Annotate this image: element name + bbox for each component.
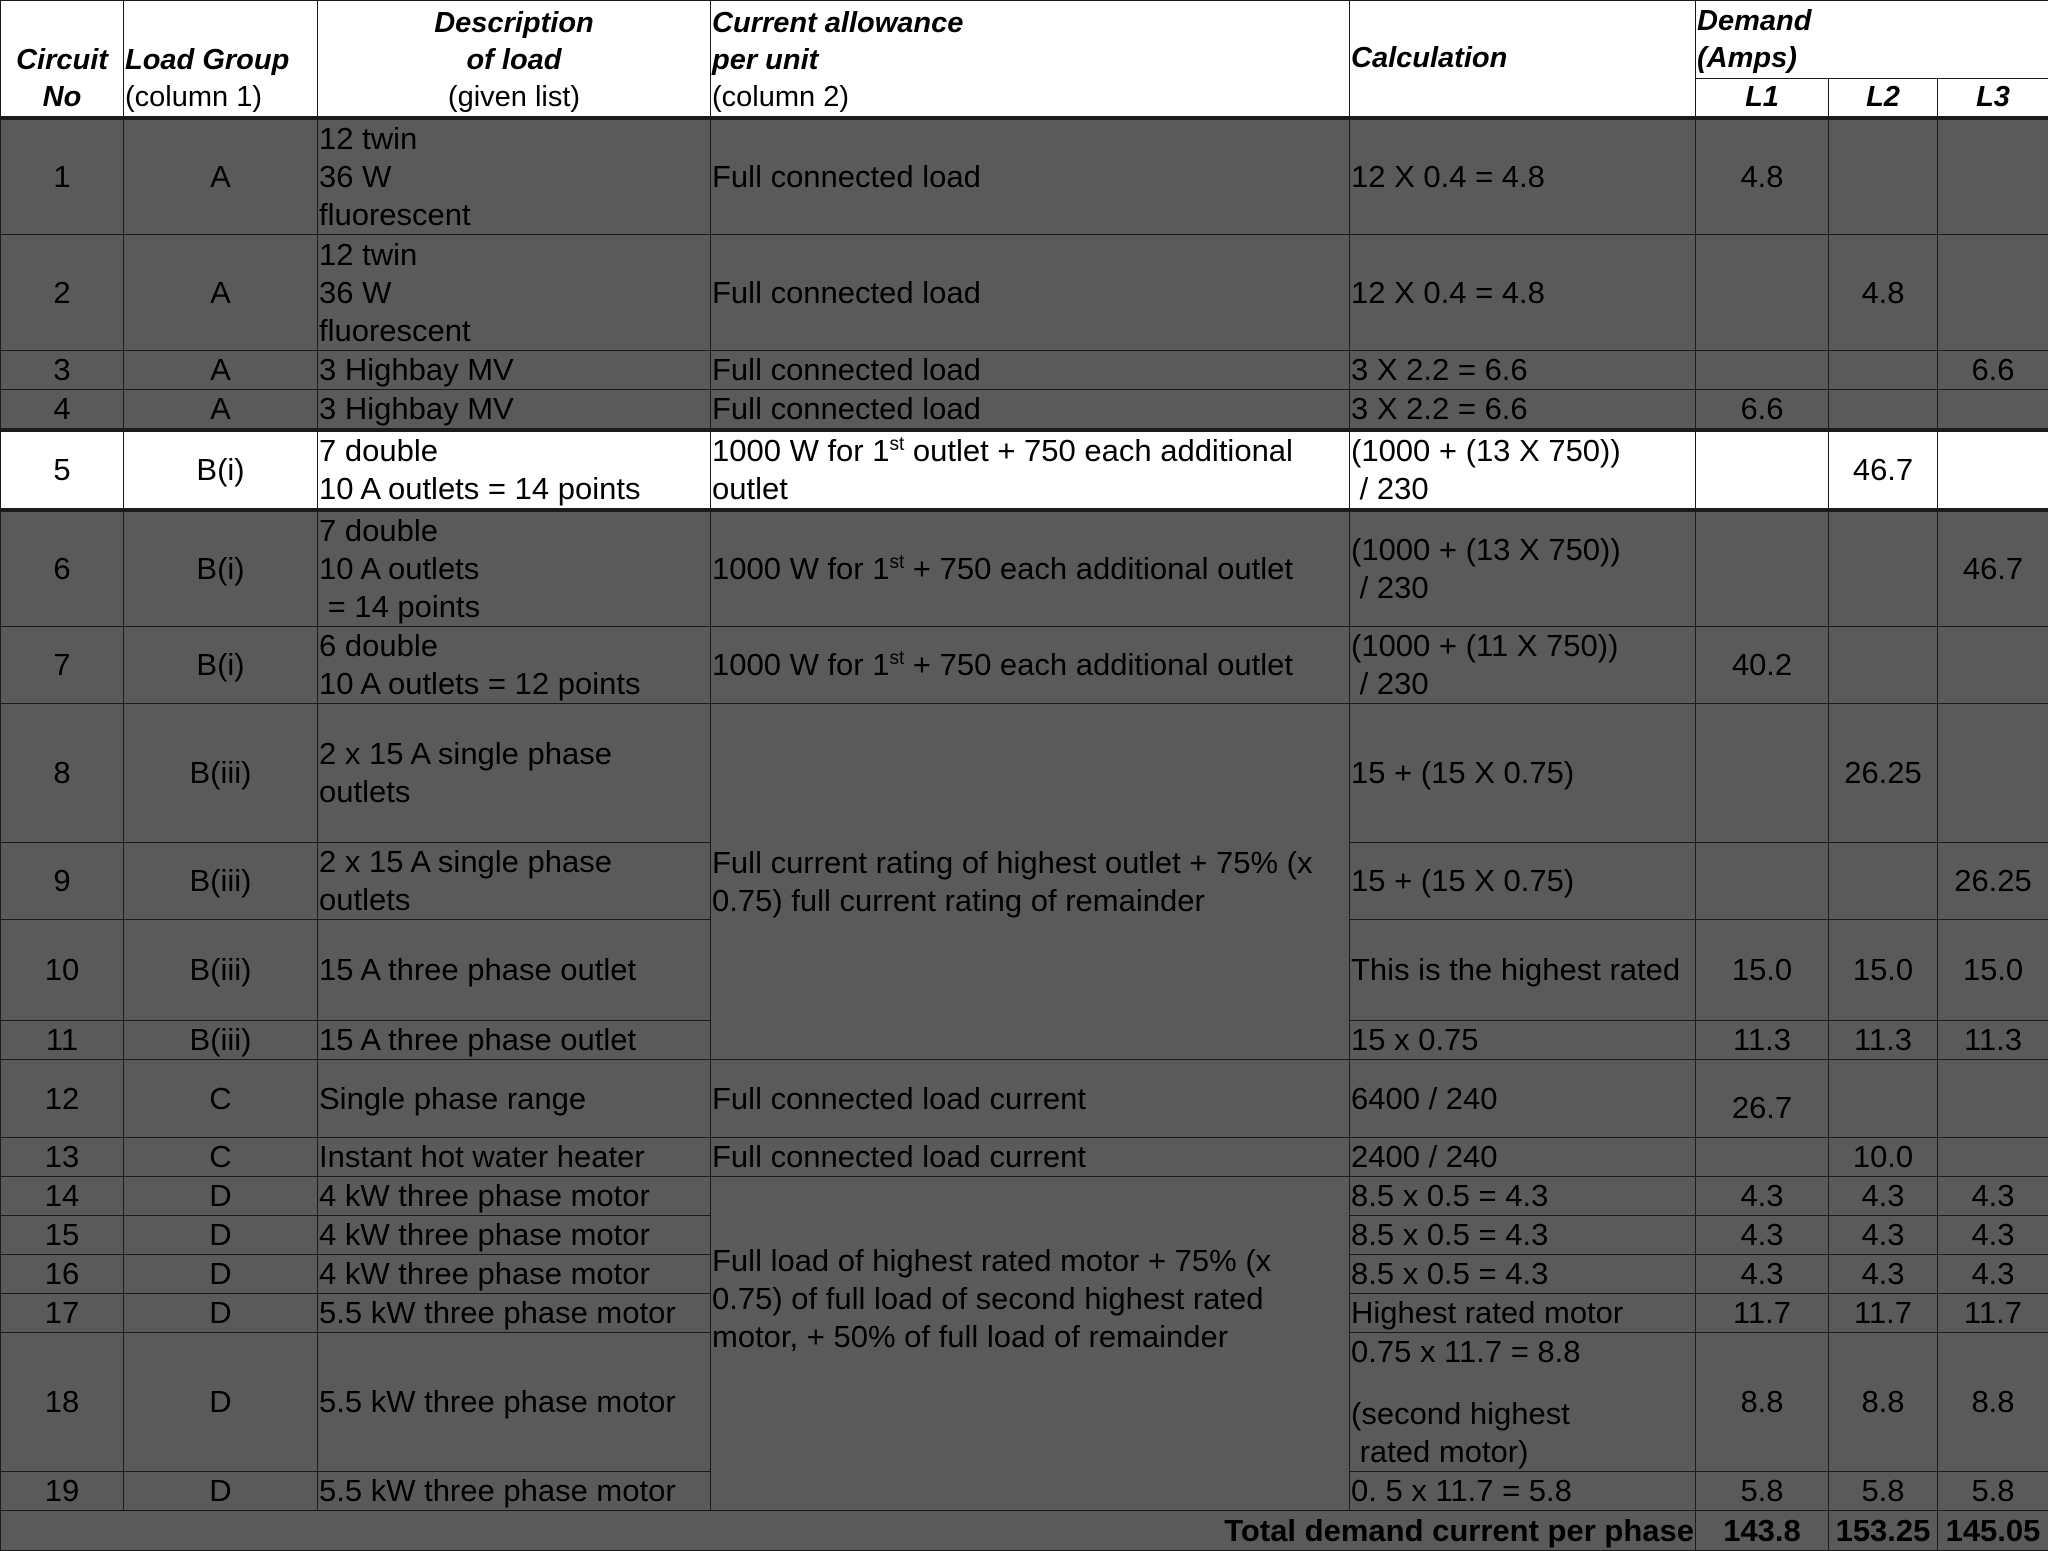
total-row [1, 1511, 2048, 1551]
calculation: 15 + (15 X 0.75) [1350, 843, 1696, 920]
calculation: 3 X 2.2 = 6.6 [1350, 390, 1696, 431]
header-l1: L1 [1696, 79, 1829, 119]
table-row [1, 390, 2048, 431]
total-l1: 143.8 [1696, 1511, 1829, 1551]
load-group: A [124, 390, 318, 431]
l1-value: 4.3 [1696, 1255, 1829, 1294]
l2-value [1829, 390, 1938, 431]
description-line: outlets [319, 773, 709, 811]
load-group: B(iii) [124, 704, 318, 843]
l2-value: 4.3 [1829, 1177, 1938, 1216]
l1-value [1696, 351, 1829, 390]
calculation: 8.5 x 0.5 = 4.3 [1350, 1255, 1696, 1294]
l3-value [1938, 235, 2048, 351]
total-label: Total demand current per phase [1, 1511, 1696, 1551]
header-demand-line1: Demand [1697, 3, 2047, 40]
header-description-line2: of load [319, 42, 709, 79]
l2-value [1829, 351, 1938, 390]
load-group: B(iii) [124, 843, 318, 920]
allowance-text: outlet + 750 each additional [904, 433, 1293, 468]
l1-value [1696, 430, 1829, 510]
current-allowance [711, 627, 1350, 704]
allowance-line: Full current rating of highest outlet + 75% (x [712, 844, 1348, 882]
header-demand [1696, 1, 2048, 79]
description: 5.5 kW three phase motor [318, 1294, 711, 1333]
description-line: 7 double [319, 432, 709, 470]
current-allowance: Full connected load [711, 351, 1350, 390]
l2-value: 8.8 [1829, 1333, 1938, 1472]
l3-value [1938, 1138, 2048, 1177]
l1-value [1696, 843, 1829, 920]
calculation-line: / 230 [1351, 569, 1694, 607]
calculation: Highest rated motor [1350, 1294, 1696, 1333]
allowance-text: + 750 each additional outlet [904, 551, 1293, 586]
allowance-line [712, 432, 1348, 470]
circuit-no: 4 [1, 390, 124, 431]
table-row [1, 510, 2048, 627]
l1-value: 4.3 [1696, 1177, 1829, 1216]
description-line: 36 W [319, 158, 709, 196]
table-row [1, 627, 2048, 704]
calculation: This is the highest rated [1350, 920, 1696, 1021]
description: 5.5 kW three phase motor [318, 1472, 711, 1511]
calculation [1350, 430, 1696, 510]
calculation-line: / 230 [1351, 470, 1694, 508]
description [318, 627, 711, 704]
l1-value: 15.0 [1696, 920, 1829, 1021]
l2-value [1829, 627, 1938, 704]
description: 4 kW three phase motor [318, 1177, 711, 1216]
l1-value: 6.6 [1696, 390, 1829, 431]
calculation-line: / 230 [1351, 665, 1694, 703]
current-allowance [711, 510, 1350, 627]
allowance-line: 0.75) of full load of second highest rated [712, 1280, 1348, 1318]
table-row [1, 351, 2048, 390]
calculation-line: (1000 + (11 X 750)) [1351, 627, 1694, 665]
circuit-no: 3 [1, 351, 124, 390]
circuit-no: 13 [1, 1138, 124, 1177]
header-description-sub: (given list) [319, 79, 709, 116]
l3-value: 15.0 [1938, 920, 2048, 1021]
total-l2: 153.25 [1829, 1511, 1938, 1551]
l3-value: 11.7 [1938, 1294, 2048, 1333]
allowance-line: outlet [712, 470, 1348, 508]
table-row [1, 1177, 2048, 1216]
circuit-no: 17 [1, 1294, 124, 1333]
l2-value [1829, 843, 1938, 920]
calculation: 15 + (15 X 0.75) [1350, 704, 1696, 843]
l2-value [1829, 510, 1938, 627]
load-group: D [124, 1294, 318, 1333]
load-group: B(iii) [124, 920, 318, 1021]
current-allowance: Full connected load current [711, 1060, 1350, 1138]
circuit-no: 19 [1, 1472, 124, 1511]
allowance-text: 1000 W for 1 [712, 433, 889, 468]
header-circuit-no [1, 1, 124, 119]
load-group: A [124, 118, 318, 235]
circuit-no: 15 [1, 1216, 124, 1255]
description-line: 2 x 15 A single phase [319, 735, 709, 773]
calculation: 15 x 0.75 [1350, 1021, 1696, 1060]
header-load-group [124, 1, 318, 119]
l3-value: 11.3 [1938, 1021, 2048, 1060]
total-l3: 145.05 [1938, 1511, 2048, 1551]
ordinal-suffix: st [889, 648, 904, 669]
load-group: C [124, 1060, 318, 1138]
table-row [1, 1138, 2048, 1177]
allowance-line [712, 550, 1348, 588]
allowance-line: motor, + 50% of full load of remainder [712, 1318, 1348, 1356]
description: 5.5 kW three phase motor [318, 1333, 711, 1472]
description-line: fluorescent [319, 312, 709, 350]
current-allowance [711, 1177, 1350, 1511]
current-allowance: Full connected load [711, 118, 1350, 235]
circuit-no: 12 [1, 1060, 124, 1138]
description-line: fluorescent [319, 196, 709, 234]
l3-value: 8.8 [1938, 1333, 2048, 1472]
circuit-no: 8 [1, 704, 124, 843]
description-line: 10 A outlets = 12 points [319, 665, 709, 703]
l1-value [1696, 704, 1829, 843]
description [318, 235, 711, 351]
calculation: 3 X 2.2 = 6.6 [1350, 351, 1696, 390]
allowance-line: Full load of highest rated motor + 75% (x [712, 1242, 1348, 1280]
l3-value: 6.6 [1938, 351, 2048, 390]
l1-value: 11.3 [1696, 1021, 1829, 1060]
l1-value: 4.3 [1696, 1216, 1829, 1255]
circuit-no: 6 [1, 510, 124, 627]
l3-value [1938, 118, 2048, 235]
calculation: 8.5 x 0.5 = 4.3 [1350, 1216, 1696, 1255]
description-line: 36 W [319, 274, 709, 312]
l1-value [1696, 510, 1829, 627]
calculation-line: rated motor) [1351, 1433, 1694, 1471]
l2-value: 4.3 [1829, 1255, 1938, 1294]
calculation: 12 X 0.4 = 4.8 [1350, 235, 1696, 351]
header-calculation [1350, 1, 1696, 119]
description: 3 Highbay MV [318, 390, 711, 431]
circuit-no: 2 [1, 235, 124, 351]
l2-value [1829, 1060, 1938, 1138]
l1-value: 11.7 [1696, 1294, 1829, 1333]
l2-value: 10.0 [1829, 1138, 1938, 1177]
l1-value: 26.7 [1696, 1060, 1829, 1138]
circuit-no: 10 [1, 920, 124, 1021]
l3-value: 4.3 [1938, 1177, 2048, 1216]
l3-value: 4.3 [1938, 1255, 2048, 1294]
description [318, 510, 711, 627]
header-current-allowance [711, 1, 1350, 119]
l3-value: 5.8 [1938, 1472, 2048, 1511]
current-allowance: Full connected load [711, 235, 1350, 351]
l2-value: 11.3 [1829, 1021, 1938, 1060]
calculation-line: (1000 + (13 X 750)) [1351, 531, 1694, 569]
circuit-no: 5 [1, 430, 124, 510]
description-line: 10 A outlets = 14 points [319, 470, 709, 508]
description: 15 A three phase outlet [318, 920, 711, 1021]
current-allowance: Full connected load [711, 390, 1350, 431]
circuit-no: 7 [1, 627, 124, 704]
l1-value: 8.8 [1696, 1333, 1829, 1472]
load-group: D [124, 1216, 318, 1255]
circuit-no: 11 [1, 1021, 124, 1060]
circuit-no: 1 [1, 118, 124, 235]
l2-value: 15.0 [1829, 920, 1938, 1021]
current-allowance [711, 704, 1350, 1060]
calculation: 6400 / 240 [1350, 1060, 1696, 1138]
l1-value: 40.2 [1696, 627, 1829, 704]
l3-value: 4.3 [1938, 1216, 2048, 1255]
l2-value: 5.8 [1829, 1472, 1938, 1511]
l3-value [1938, 627, 2048, 704]
description-line: 7 double [319, 512, 709, 550]
description [318, 704, 711, 843]
header-description [318, 1, 711, 119]
l1-value [1696, 1138, 1829, 1177]
l3-value [1938, 390, 2048, 431]
calculation-line [1351, 1371, 1694, 1395]
circuit-no: 9 [1, 843, 124, 920]
calculation: 8.5 x 0.5 = 4.3 [1350, 1177, 1696, 1216]
load-group: D [124, 1177, 318, 1216]
description: 4 kW three phase motor [318, 1216, 711, 1255]
ordinal-suffix: st [889, 434, 904, 455]
current-allowance: Full connected load current [711, 1138, 1350, 1177]
header-demand-line2: (Amps) [1697, 40, 2047, 77]
table-row [1, 118, 2048, 235]
load-group: A [124, 235, 318, 351]
load-group: B(i) [124, 430, 318, 510]
header-load-group-sub: (column 1) [125, 79, 316, 116]
calculation-line: (second highest [1351, 1395, 1694, 1433]
l2-value: 26.25 [1829, 704, 1938, 843]
calculation [1350, 1333, 1696, 1472]
header-circuit-line1: Circuit [2, 42, 122, 79]
table-row [1, 1060, 2048, 1138]
header-l3: L3 [1938, 79, 2048, 119]
ordinal-suffix: st [889, 552, 904, 573]
description-line: outlets [319, 881, 709, 919]
table-row [1, 430, 2048, 510]
load-group: D [124, 1255, 318, 1294]
l2-value: 11.7 [1829, 1294, 1938, 1333]
description: Single phase range [318, 1060, 711, 1138]
load-group: D [124, 1472, 318, 1511]
header-description-line1: Description [319, 5, 709, 42]
table-row [1, 235, 2048, 351]
l3-value: 26.25 [1938, 843, 2048, 920]
calculation-line: (1000 + (13 X 750)) [1351, 432, 1694, 470]
l1-value: 4.8 [1696, 118, 1829, 235]
description-line: 12 twin [319, 236, 709, 274]
allowance-text: 1000 W for 1 [712, 647, 889, 682]
allowance-line [712, 646, 1348, 684]
header-current-line2: per unit [712, 42, 1348, 79]
calculation: 2400 / 240 [1350, 1138, 1696, 1177]
description: Instant hot water heater [318, 1138, 711, 1177]
l1-value: 5.8 [1696, 1472, 1829, 1511]
load-group: D [124, 1333, 318, 1472]
header-current-line1: Current allowance [712, 5, 1348, 42]
header-circuit-line2: No [2, 79, 122, 116]
circuit-no: 18 [1, 1333, 124, 1472]
table-row [1, 704, 2048, 843]
l3-value [1938, 1060, 2048, 1138]
allowance-line: 0.75) full current rating of remainder [712, 882, 1348, 920]
circuit-no: 14 [1, 1177, 124, 1216]
description: 15 A three phase outlet [318, 1021, 711, 1060]
l3-value: 46.7 [1938, 510, 2048, 627]
description-line: = 14 points [319, 588, 709, 626]
l3-value [1938, 430, 2048, 510]
l3-value [1938, 704, 2048, 843]
circuit-no: 16 [1, 1255, 124, 1294]
calculation-line: 0.75 x 11.7 = 8.8 [1351, 1333, 1694, 1371]
header-load-group-title: Load Group [125, 42, 316, 79]
load-group: C [124, 1138, 318, 1177]
l2-value [1829, 118, 1938, 235]
l2-value: 46.7 [1829, 430, 1938, 510]
l2-value: 4.3 [1829, 1216, 1938, 1255]
description-line: 12 twin [319, 120, 709, 158]
description-line: 6 double [319, 627, 709, 665]
load-group: A [124, 351, 318, 390]
allowance-text: 1000 W for 1 [712, 551, 889, 586]
description-line: 10 A outlets [319, 550, 709, 588]
l1-value [1696, 235, 1829, 351]
header-calculation-title: Calculation [1351, 40, 1694, 77]
calculation: 12 X 0.4 = 4.8 [1350, 118, 1696, 235]
load-group: B(iii) [124, 1021, 318, 1060]
description: 3 Highbay MV [318, 351, 711, 390]
header-l2: L2 [1829, 79, 1938, 119]
description: 4 kW three phase motor [318, 1255, 711, 1294]
description-line: 2 x 15 A single phase [319, 843, 709, 881]
allowance-text: + 750 each additional outlet [904, 647, 1293, 682]
calculation [1350, 627, 1696, 704]
header-current-sub: (column 2) [712, 79, 1348, 116]
load-group: B(i) [124, 627, 318, 704]
calculation [1350, 510, 1696, 627]
current-allowance [711, 430, 1350, 510]
description [318, 843, 711, 920]
l2-value: 4.8 [1829, 235, 1938, 351]
load-group: B(i) [124, 510, 318, 627]
description [318, 118, 711, 235]
description [318, 430, 711, 510]
calculation: 0. 5 x 11.7 = 5.8 [1350, 1472, 1696, 1511]
